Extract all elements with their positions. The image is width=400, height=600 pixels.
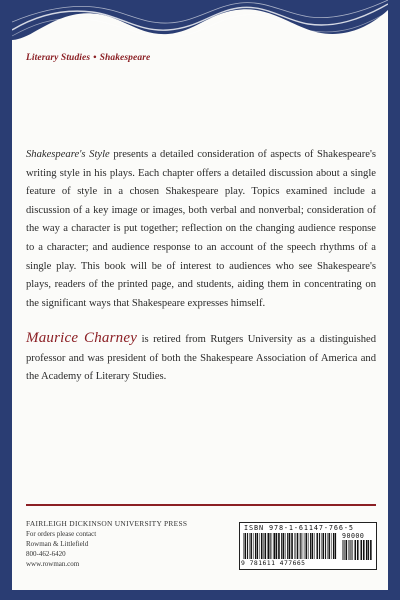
barcode-bar	[244, 533, 245, 559]
barcode-bar	[287, 533, 288, 559]
description-text: presents a detailed consideration of aspects of Shakespeare's writing style in his plays. Each chapter offers a detailed discussion about a single feature of style in a chosen Shakespeare play. Topics examined include a discussion of a key image or images, both verbal and nonverbal; consideration of the way a character is put together; reflection on the changing audience response to a character; and audience response to an account of the speech rhythms of a single play. This book will be of interest to audiences who see Shakespeare's plays, readers of the printed page, and students, aiding them in concentrating on the significant ways that Shakespeare expresses himself.	[26, 149, 376, 309]
barcode-bar	[329, 533, 330, 559]
barcode-bar	[278, 533, 280, 559]
author-bio	[26, 329, 376, 387]
barcode-bar	[300, 533, 301, 559]
wave-ornament	[12, 0, 388, 50]
barcode-bar	[363, 540, 365, 560]
barcode-bar	[354, 540, 355, 560]
publisher-name: FAIRLEIGH DICKINSON UNIVERSITY PRESS	[26, 519, 188, 528]
barcode-bar	[245, 533, 247, 559]
barcode-bar	[295, 533, 296, 559]
series-subject: Shakespeare	[99, 53, 151, 63]
barcode-bar	[360, 540, 361, 560]
barcode-bar	[297, 533, 299, 559]
barcode-bar	[274, 533, 276, 559]
publisher-line: For orders please contact	[26, 530, 97, 538]
barcode-bar	[303, 533, 304, 559]
author-bio-text: is retired from Rutgers University as a distinguished professor and was president of both the Shakespeare Association of America and the Academy of Literary Studies.	[26, 334, 376, 383]
book-description	[26, 146, 376, 313]
ean-barcode	[243, 533, 338, 559]
barcode-bar	[308, 533, 309, 559]
barcode-bar	[312, 533, 314, 559]
barcode-bar	[272, 533, 273, 559]
barcode-bar	[314, 533, 315, 559]
barcode-bar	[352, 540, 353, 560]
barcode-bar	[350, 540, 351, 560]
series-separator: •	[93, 53, 97, 63]
barcode-bar	[333, 533, 334, 559]
divider-rule	[26, 504, 376, 506]
barcode-bar	[250, 533, 251, 559]
publisher-info	[26, 518, 216, 569]
barcode-bar	[294, 533, 295, 559]
barcode-bar	[361, 540, 362, 560]
barcode-bar	[319, 533, 320, 559]
price-addon-number: 90000	[342, 532, 365, 540]
barcode-bar	[259, 533, 260, 559]
barcode-bar	[291, 533, 293, 559]
barcode-bar	[305, 533, 306, 559]
barcode-bar	[344, 540, 345, 560]
barcode-bar	[331, 533, 332, 559]
barcode-bar	[325, 533, 326, 559]
barcode-bar	[310, 533, 311, 559]
series-label	[26, 53, 150, 63]
barcode-bar	[253, 533, 254, 559]
barcode-bar	[276, 533, 278, 559]
barcode-bar	[355, 540, 356, 560]
barcode-bar	[368, 540, 369, 560]
barcode-bar	[316, 533, 317, 559]
barcode-bar	[281, 533, 282, 559]
isbn-text: ISBN 978-1-61147-766-5	[244, 524, 354, 532]
book-title-italic: Shakespeare's Style	[26, 149, 110, 160]
barcode-bar	[346, 540, 348, 560]
author-name: Maurice Charney	[26, 330, 138, 346]
barcode-bar	[285, 533, 286, 559]
barcode-bar	[349, 540, 350, 560]
barcode-bar	[255, 533, 256, 559]
barcode-bar	[289, 533, 291, 559]
cover-page	[12, 0, 388, 590]
barcode-bar	[270, 533, 271, 559]
barcode-bar	[251, 533, 252, 559]
barcode-bar	[328, 533, 329, 559]
publisher-website: www.rowman.com	[26, 560, 80, 568]
barcode-bar	[317, 533, 318, 559]
barcode-bar	[343, 540, 344, 560]
series-category: Literary Studies	[26, 53, 91, 63]
barcode-bar	[247, 533, 248, 559]
publisher-line: 800-462-6420	[26, 550, 66, 558]
barcode-bar	[261, 533, 262, 559]
barcode-box	[239, 522, 377, 570]
ean-digits: 9 781611 477665	[241, 559, 306, 567]
barcode-bar	[306, 533, 308, 559]
barcode-bar	[301, 533, 302, 559]
barcode-bar	[265, 533, 267, 559]
barcode-bar	[283, 533, 285, 559]
barcode-bar	[322, 533, 323, 559]
barcode-bar	[370, 540, 372, 560]
price-addon-barcode	[342, 540, 374, 560]
barcode-bar	[263, 533, 264, 559]
barcode-bar	[357, 540, 359, 560]
barcode-bar	[257, 533, 259, 559]
barcode-bar	[323, 533, 325, 559]
barcode-bar	[366, 540, 368, 560]
barcode-bar	[335, 533, 337, 559]
barcode-bar	[268, 533, 270, 559]
publisher-line: Rowman & Littlefield	[26, 540, 89, 548]
